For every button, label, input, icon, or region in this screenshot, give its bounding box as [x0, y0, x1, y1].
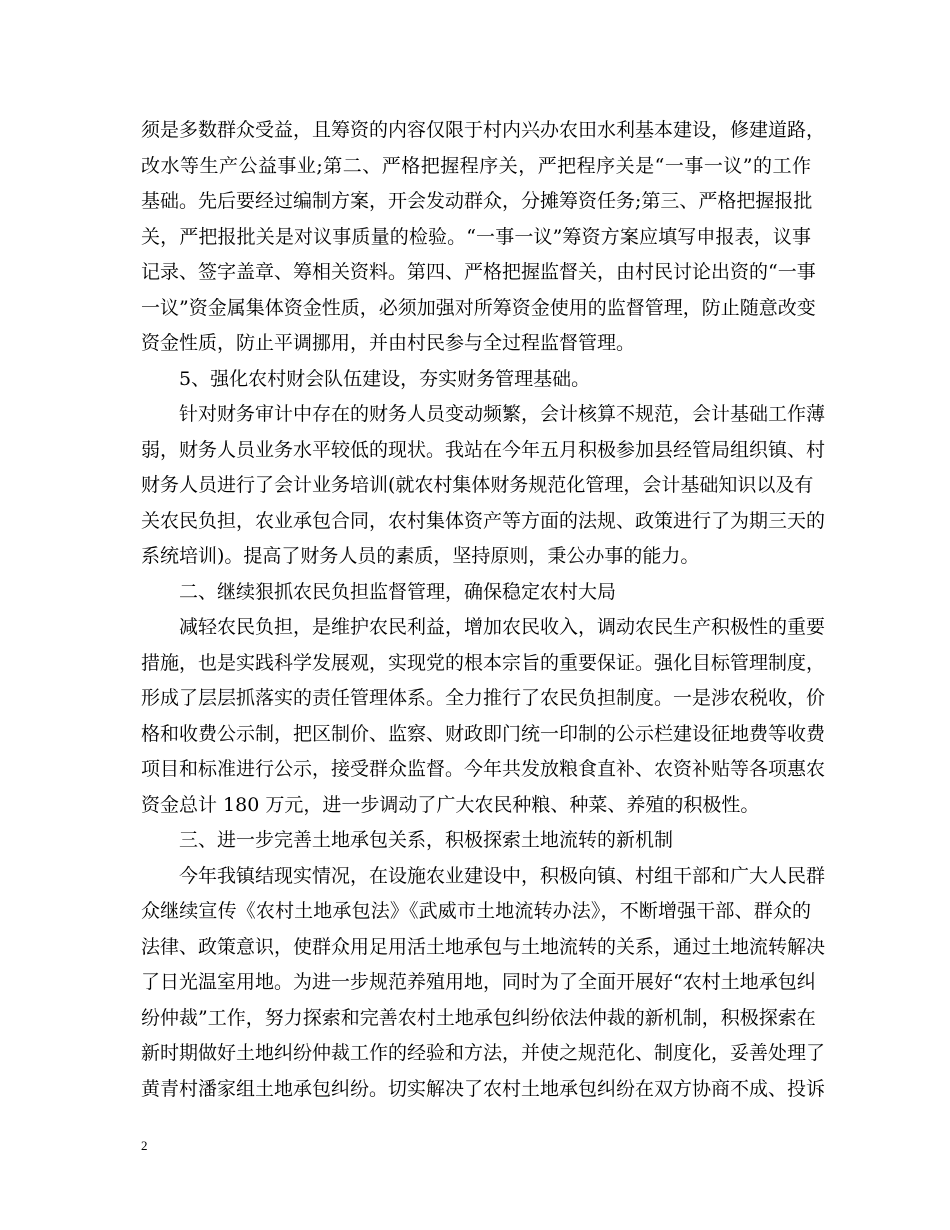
text-line: 法律、政策意识，使群众用足用活土地承包与土地流转的关系，通过土地流转解决 — [141, 935, 826, 958]
section-heading: 二、继续狠抓农民负担监督管理，确保稳定农村大局 — [179, 580, 617, 603]
text-line: 措施，也是实践科学发展观，实现党的根本宗旨的重要保证。强化目标管理制度， — [141, 651, 826, 674]
text-line: 须是多数群众受益，且筹资的内容仅限于村内兴办农田水利基本建设，修建道路， — [141, 119, 826, 141]
text-line: 众继续宣传《农村土地承包法》《武威市土地流转办法》，不断增强干部、群众的 — [141, 900, 811, 922]
text-line: 了日光温室用地。为进一步规范养殖用地，同时为了全面开展好“农村土地承包纠 — [141, 971, 816, 993]
text-line: 财务人员进行了会计业务培训(就农村集体财务规范化管理，会计基础知识以及有 — [141, 474, 814, 496]
text-line: 一议”资金属集体资金性质，必须加强对所筹资金使用的监督管理，防止随意改变 — [141, 296, 816, 319]
text-line: 今年我镇结现实情况，在设施农业建设中，积极向镇、村组干部和广大人民群 — [179, 864, 826, 887]
text-line: 针对财务审计中存在的财务人员变动频繁，会计核算不规范，会计基础工作薄 — [179, 403, 826, 425]
text-line: 新时期做好土地纠纷仲裁工作的经验和方法，并使之规范化、制度化，妥善处理了 — [141, 1042, 826, 1064]
text-line: 系统培训)。提高了财务人员的素质，坚持原则，秉公办事的能力。 — [141, 545, 700, 567]
text-line: 关，严把报批关是对议事质量的检验。“一事一议”筹资方案应填写申报表，议事 — [141, 225, 811, 248]
page-number: 2 — [141, 1138, 148, 1153]
text-line: 资金性质，防止平调挪用，并由村民参与全过程监督管理。 — [141, 332, 636, 354]
section-heading: 三、进一步完善土地承包关系，积极探索土地流转的新机制 — [179, 829, 674, 851]
text-line: 减轻农民负担，是维护农民利益，增加农民收入，调动农民生产积极性的重要 — [179, 616, 826, 638]
text-line: 弱，财务人员业务水平较低的现状。我站在今年五月积极参加县经管局组织镇、村 — [141, 438, 826, 461]
document-body — [141, 113, 826, 1107]
text-line: 资金总计 180 万元，进一步调动了广大农民种粮、种菜、养殖的积极性。 — [141, 793, 760, 816]
text-line: 形成了层层抓落实的责任管理体系。全力推行了农民负担制度。一是涉农税收，价 — [141, 687, 826, 709]
text-line: 项目和标准进行公示，接受群众监督。今年共发放粮食直补、农资补贴等各项惠农 — [141, 758, 826, 780]
text-line: 黄青村潘家组土地承包纠纷。切实解决了农村土地承包纠纷在双方协商不成、投诉 — [141, 1077, 826, 1100]
text-line: 格和收费公示制，把区制价、监察、财政即门统一印制的公示栏建设征地费等收费 — [141, 722, 826, 745]
text-line: 关农民负担，农业承包合同，农村集体资产等方面的法规、政策进行了为期三天的 — [141, 509, 826, 532]
text-line: 纷仲裁”工作，努力探索和完善农村土地承包纠纷依法仲裁的新机制，积极探索在 — [141, 1006, 816, 1029]
text-line: 记录、签字盖章、筹相关资料。第四、严格把握监督关，由村民讨论出资的“一事 — [141, 261, 816, 283]
section-heading: 5、强化农村财会队伍建设，夯实财务管理基础。 — [179, 367, 591, 390]
text-line: 改水等生产公益事业;第二、严格把握程序关，严把程序关是“一事一议”的工作 — [141, 154, 811, 177]
text-line: 基础。先后要经过编制方案，开会发动群众，分摊筹资任务;第三、严格把握报批 — [141, 190, 813, 212]
